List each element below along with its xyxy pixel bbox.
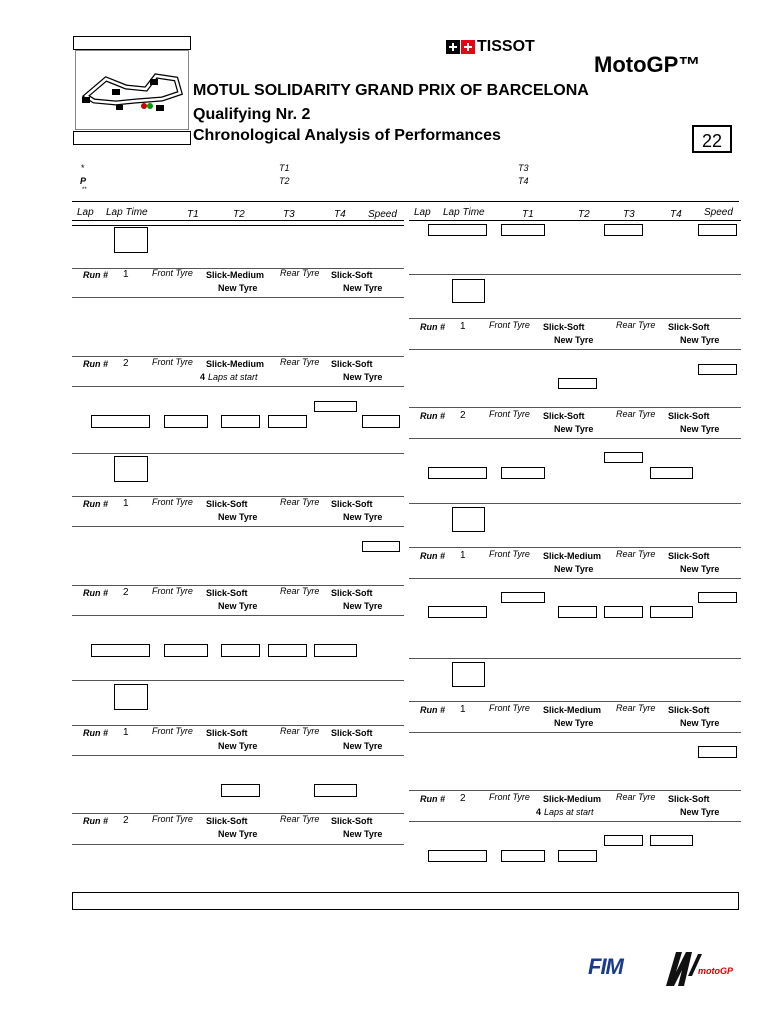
front-tyre-value: Slick-Medium xyxy=(543,551,602,561)
section-divider xyxy=(72,496,404,497)
rear-tyre-value: Slick-Soft xyxy=(668,705,710,715)
section-divider xyxy=(72,844,404,845)
col-speed: Speed xyxy=(704,207,733,218)
rear-tyre-label: Rear Tyre xyxy=(280,497,320,507)
run-label: Run # xyxy=(420,794,446,804)
front-tyre-label: Front Tyre xyxy=(152,814,193,824)
best-t1-box xyxy=(501,467,545,479)
col-t1: T1 xyxy=(522,209,534,220)
front-tyre-state: New Tyre xyxy=(554,335,594,345)
best-t1-box xyxy=(501,850,545,862)
run-number: 2 xyxy=(123,815,129,826)
section-divider xyxy=(409,578,741,579)
rear-tyre-value: Slick-Soft xyxy=(668,322,710,332)
motogp-m-icon xyxy=(662,946,702,988)
best-t3-box xyxy=(604,606,643,618)
best-t3-box xyxy=(604,224,643,236)
best-laptime-box xyxy=(428,606,487,618)
rear-tyre-state: New Tyre xyxy=(343,283,383,293)
col-lap: Lap xyxy=(414,207,431,218)
best-laptime-box xyxy=(428,224,487,236)
tissot-wordmark: TISSOT xyxy=(477,38,535,55)
section-divider xyxy=(409,274,741,275)
run-number: 1 xyxy=(123,727,129,738)
rear-tyre-state: New Tyre xyxy=(680,564,720,574)
section-divider xyxy=(72,297,404,298)
run-number: 1 xyxy=(460,704,466,715)
rear-tyre-label: Rear Tyre xyxy=(616,549,656,559)
front-tyre-label: Front Tyre xyxy=(152,497,193,507)
rider-number-box xyxy=(452,507,485,532)
run-number: 2 xyxy=(460,793,466,804)
section-divider xyxy=(72,680,404,681)
section-divider xyxy=(409,732,741,733)
legend-t1: T1 xyxy=(279,163,290,173)
col-t1: T1 xyxy=(187,209,199,220)
column-header-divider xyxy=(409,220,741,221)
rear-tyre-value: Slick-Soft xyxy=(331,728,373,738)
run-label: Run # xyxy=(420,705,446,715)
section-divider xyxy=(72,755,404,756)
front-tyre-state: New Tyre xyxy=(218,741,258,751)
best-sector-box xyxy=(314,401,357,412)
track-map-icon xyxy=(76,51,188,129)
run-number: 2 xyxy=(460,410,466,421)
front-tyre-label: Front Tyre xyxy=(152,726,193,736)
rear-tyre-value: Slick-Soft xyxy=(668,411,710,421)
rear-tyre-state: New Tyre xyxy=(680,807,720,817)
rear-tyre-state: New Tyre xyxy=(343,601,383,611)
section-divider xyxy=(72,386,404,387)
rear-tyre-label: Rear Tyre xyxy=(280,357,320,367)
rider-number-box xyxy=(114,684,148,710)
section-divider xyxy=(72,356,404,357)
col-t3: T3 xyxy=(623,209,635,220)
col-lap-time: Lap Time xyxy=(443,207,485,218)
run-label: Run # xyxy=(83,588,109,598)
col-t4: T4 xyxy=(670,209,682,220)
run-label: Run # xyxy=(420,322,446,332)
run-number: 2 xyxy=(123,358,129,369)
best-t2-box xyxy=(221,415,260,428)
legend-t3: T3 xyxy=(518,163,529,173)
best-t1-box xyxy=(501,592,545,603)
rear-tyre-value: Slick-Soft xyxy=(668,794,710,804)
front-tyre-state: New Tyre xyxy=(554,718,594,728)
laps-at-start-label: Laps at start xyxy=(544,807,594,817)
best-speed-box xyxy=(362,415,400,428)
front-tyre-label: Front Tyre xyxy=(489,792,530,802)
legend-t2: T2 xyxy=(279,176,290,186)
best-t2-box xyxy=(558,378,597,389)
front-tyre-value: Slick-Medium xyxy=(543,794,602,804)
best-speed-box xyxy=(698,364,737,375)
report-title: Chronological Analysis of Performances xyxy=(193,127,501,144)
col-lap: Lap xyxy=(77,207,94,218)
legend-p: P xyxy=(80,176,87,186)
col-speed: Speed xyxy=(368,209,397,220)
run-row: Run # xyxy=(83,270,109,280)
section-divider xyxy=(409,547,741,548)
rear-tyre-value: Slick-Soft xyxy=(331,499,373,509)
legend-star: * xyxy=(81,163,85,173)
best-t4-box xyxy=(314,644,357,657)
event-title: MOTUL SOLIDARITY GRAND PRIX OF BARCELONA xyxy=(193,82,589,99)
rear-tyre-value: Slick-Soft xyxy=(668,551,710,561)
legend-t4: T4 xyxy=(518,176,529,186)
best-laptime-box xyxy=(428,467,487,479)
footer-notes-box xyxy=(72,892,739,910)
rear-tyre-value: Slick-Soft xyxy=(331,588,373,598)
front-tyre-value: Slick-Soft xyxy=(206,728,248,738)
front-tyre-value: Slick-Soft xyxy=(206,499,248,509)
rear-tyre-label: Rear Tyre xyxy=(616,320,656,330)
rear-tyre-label: Rear Tyre xyxy=(280,814,320,824)
track-map-frame xyxy=(75,50,189,130)
page-number: 22 xyxy=(692,125,732,153)
run-label: Run # xyxy=(83,499,109,509)
section-divider xyxy=(72,453,404,454)
front-tyre-state: New Tyre xyxy=(218,601,258,611)
rear-tyre-state: New Tyre xyxy=(343,741,383,751)
section-divider xyxy=(409,349,741,350)
rear-tyre-label: Rear Tyre xyxy=(280,268,320,278)
front-tyre-state: New Tyre xyxy=(554,424,594,434)
front-tyre-label: Front Tyre xyxy=(152,357,193,367)
section-divider xyxy=(409,701,741,702)
front-tyre-value: Slick-Soft xyxy=(206,816,248,826)
best-t3-box xyxy=(604,452,643,463)
run-label: Run # xyxy=(83,728,109,738)
rear-tyre-state: New Tyre xyxy=(680,718,720,728)
front-tyre-label: Front Tyre xyxy=(152,268,193,278)
front-tyre-state: New Tyre xyxy=(218,512,258,522)
front-tyre-label: Front Tyre xyxy=(152,586,193,596)
best-t4-box xyxy=(314,784,357,797)
best-laptime-box xyxy=(91,644,150,657)
run-label: Run # xyxy=(83,816,109,826)
best-laptime-box xyxy=(91,415,150,428)
column-header-divider xyxy=(72,220,404,221)
section-divider xyxy=(409,438,741,439)
section-divider xyxy=(409,407,741,408)
rear-tyre-label: Rear Tyre xyxy=(616,792,656,802)
rear-tyre-label: Rear Tyre xyxy=(280,586,320,596)
front-tyre-laps: 4 xyxy=(200,372,206,382)
section-divider xyxy=(409,821,741,822)
section-divider xyxy=(72,813,404,814)
rear-tyre-value: Slick-Soft xyxy=(331,816,373,826)
col-t2: T2 xyxy=(578,209,590,220)
section-divider xyxy=(72,615,404,616)
best-t3-box xyxy=(268,644,307,657)
rider-name-box xyxy=(73,36,191,50)
rear-tyre-state: New Tyre xyxy=(343,829,383,839)
front-tyre-value: Slick-Medium xyxy=(206,359,265,369)
best-t2-box xyxy=(221,784,260,797)
best-speed-box xyxy=(698,224,737,236)
section-divider xyxy=(72,585,404,586)
fim-logo: FIM xyxy=(588,954,623,979)
col-t2: T2 xyxy=(233,209,245,220)
front-tyre-value: Slick-Medium xyxy=(543,705,602,715)
rider-info-box xyxy=(73,131,191,145)
rear-tyre-value: Slick-Soft xyxy=(331,359,373,369)
section-divider xyxy=(409,790,741,791)
best-t4-box xyxy=(650,467,693,479)
front-tyre-label: Front Tyre xyxy=(489,703,530,713)
series-title: MotoGP™ xyxy=(594,52,701,77)
front-tyre-label: Front Tyre xyxy=(489,320,530,330)
run-label: Run # xyxy=(420,551,446,561)
best-speed-box xyxy=(362,541,400,552)
best-t3-box xyxy=(268,415,307,428)
front-tyre-label: Front Tyre xyxy=(489,549,530,559)
laps-at-start-label: Laps at start xyxy=(208,372,258,382)
front-tyre-value: Slick-Soft xyxy=(543,411,585,421)
run-number: 2 xyxy=(123,587,129,598)
rear-tyre-label: Rear Tyre xyxy=(280,726,320,736)
run-number: 1 xyxy=(460,321,466,332)
session-title: Qualifying Nr. 2 xyxy=(193,106,311,123)
legend-dstar: ** xyxy=(82,187,87,193)
front-tyre-value: Slick-Soft xyxy=(543,322,585,332)
section-divider xyxy=(72,725,404,726)
best-t2-box xyxy=(558,850,597,862)
best-t2-box xyxy=(221,644,260,657)
section-divider xyxy=(409,318,741,319)
rear-tyre-state: New Tyre xyxy=(343,512,383,522)
best-t4-box xyxy=(650,606,693,618)
front-tyre-value: Slick-Medium xyxy=(206,270,265,280)
front-tyre-state: New Tyre xyxy=(554,564,594,574)
front-tyre-state: New Tyre xyxy=(218,283,258,293)
section-divider xyxy=(409,503,741,504)
rear-tyre-label: Rear Tyre xyxy=(616,703,656,713)
tissot-logo xyxy=(446,38,535,54)
header-divider xyxy=(72,201,739,202)
column-header-divider xyxy=(72,225,404,226)
rear-tyre-value: Slick-Soft xyxy=(331,270,373,280)
best-t1-box xyxy=(501,224,545,236)
section-divider xyxy=(72,268,404,269)
col-lap-time: Lap Time xyxy=(106,207,148,218)
rider-number-box xyxy=(114,227,148,253)
front-tyre-laps: 4 xyxy=(536,807,542,817)
best-t2-box xyxy=(558,606,597,618)
run-label: Run # xyxy=(420,411,446,421)
rear-tyre-state: New Tyre xyxy=(680,335,720,345)
run-number: 1 xyxy=(123,498,129,509)
run-number: 1 xyxy=(123,269,129,280)
front-tyre-state: New Tyre xyxy=(218,829,258,839)
col-t3: T3 xyxy=(283,209,295,220)
run-label: Run # xyxy=(83,359,109,369)
rear-tyre-state: New Tyre xyxy=(343,372,383,382)
best-t1-box xyxy=(164,415,208,428)
best-speed-box xyxy=(698,746,737,758)
motogp-logo: motoGP xyxy=(662,946,736,990)
rear-tyre-state: New Tyre xyxy=(680,424,720,434)
front-tyre-value: Slick-Soft xyxy=(206,588,248,598)
rider-number-box xyxy=(452,662,485,687)
best-t3-box xyxy=(604,835,643,846)
rear-tyre-label: Rear Tyre xyxy=(616,409,656,419)
tissot-cross-red-icon xyxy=(461,40,475,54)
run-number: 1 xyxy=(460,550,466,561)
section-divider xyxy=(409,658,741,659)
tissot-cross-icon xyxy=(446,40,460,54)
best-t4-box xyxy=(650,835,693,846)
best-speed-box xyxy=(698,592,737,603)
best-t1-box xyxy=(164,644,208,657)
section-divider xyxy=(72,526,404,527)
rider-number-box xyxy=(114,456,148,482)
best-laptime-box xyxy=(428,850,487,862)
col-t4: T4 xyxy=(334,209,346,220)
front-tyre-label: Front Tyre xyxy=(489,409,530,419)
rider-number-box xyxy=(452,279,485,303)
